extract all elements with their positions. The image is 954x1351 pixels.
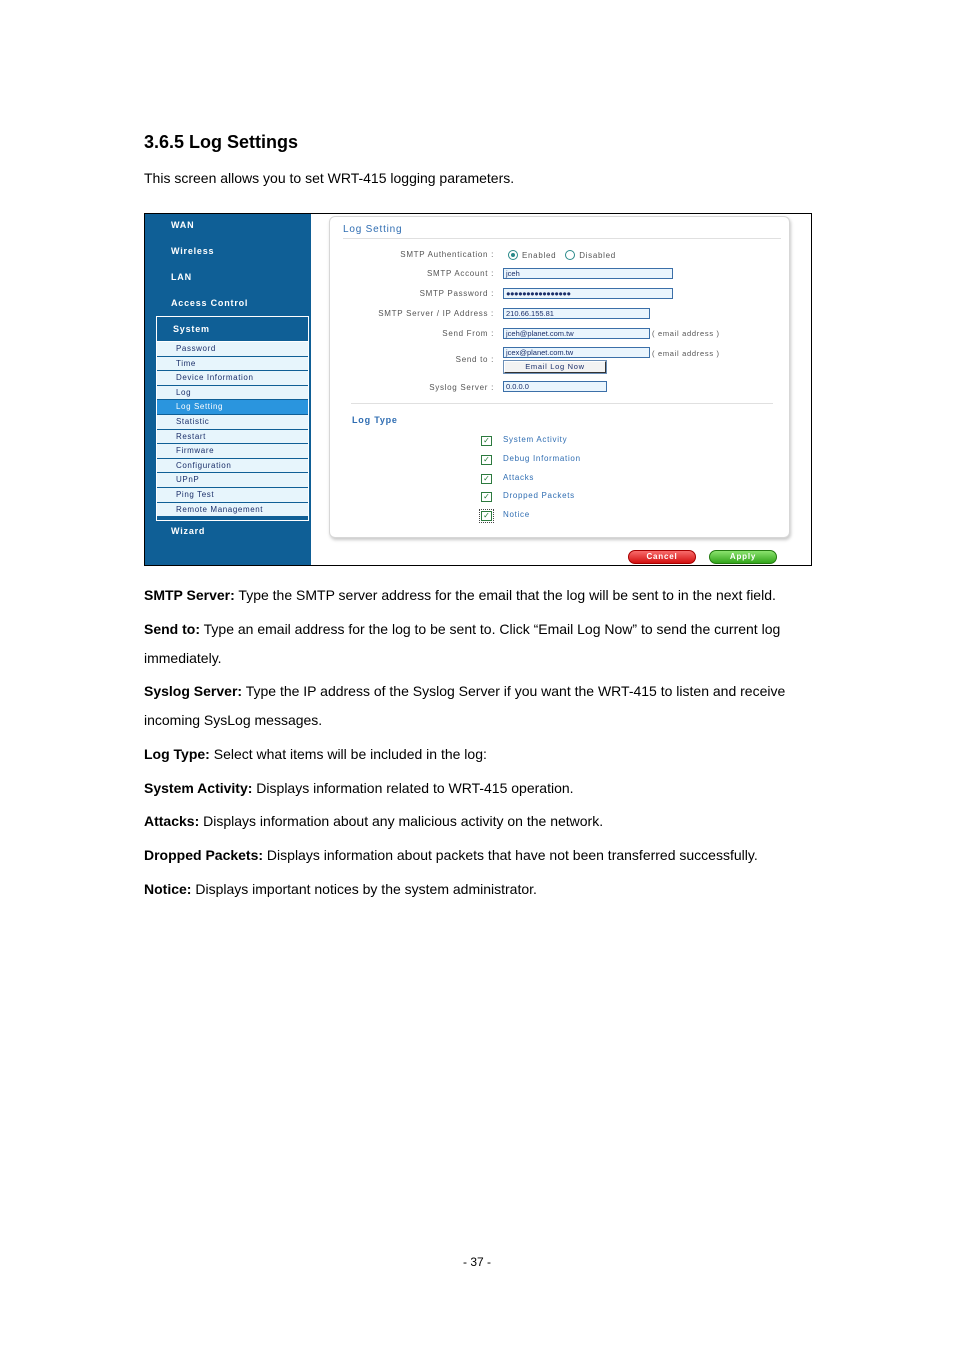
nav-log-setting[interactable]: Log Setting xyxy=(157,400,308,415)
paragraph-syslog-server xyxy=(144,677,814,735)
smtp-auth-label: SMTP Authentication : xyxy=(400,250,494,259)
description: Type the SMTP server address for the email that the log will be sent to in the next field. xyxy=(234,587,776,603)
smtp-server-input[interactable]: 210.66.155.81 xyxy=(503,308,650,319)
send-from-note: ( email address ) xyxy=(652,329,720,338)
send-to-note: ( email address ) xyxy=(652,349,720,358)
panel-title: Log Setting xyxy=(343,224,403,235)
notice-checkbox[interactable]: ✓ xyxy=(481,511,492,521)
term: SMTP Server: xyxy=(144,587,235,603)
description: Displays important notices by the system administrator. xyxy=(191,881,537,897)
section-title: 3.6.5 Log Settings xyxy=(144,132,299,152)
disabled-radio[interactable] xyxy=(565,250,575,260)
paragraph-smtp-server xyxy=(144,581,814,610)
nav-firmware[interactable]: Firmware xyxy=(157,444,308,459)
paragraph-dropped-packets xyxy=(144,841,814,870)
smtp-password-input[interactable]: ●●●●●●●●●●●●●●●● xyxy=(503,288,673,299)
nav-configuration[interactable]: Configuration xyxy=(157,459,308,474)
nav-log[interactable]: Log xyxy=(157,386,308,401)
smtp-account-input[interactable]: jceh xyxy=(503,268,673,279)
paragraph-attacks xyxy=(144,807,814,836)
nav-remote-management[interactable]: Remote Management xyxy=(157,503,308,518)
attacks-checkbox[interactable]: ✓ xyxy=(481,474,492,484)
system-menu xyxy=(156,316,309,521)
disabled-label: Disabled xyxy=(579,250,616,260)
nav-wireless[interactable]: Wireless xyxy=(171,246,215,256)
enabled-label: Enabled xyxy=(522,250,557,260)
nav-statistic[interactable]: Statistic xyxy=(157,415,308,430)
description: Displays information related to WRT-415 operation. xyxy=(252,780,574,796)
dropped-packets-label: Dropped Packets xyxy=(503,491,575,500)
term: System Activity: xyxy=(144,780,253,796)
system-submenu xyxy=(157,342,308,517)
paragraph-log-type xyxy=(144,740,814,769)
paragraph-notice xyxy=(144,875,814,904)
nav-restart[interactable]: Restart xyxy=(157,430,308,445)
term: Send to: xyxy=(144,621,200,637)
attacks-label: Attacks xyxy=(503,473,535,482)
send-to-input[interactable]: jcex@planet.com.tw xyxy=(503,347,650,358)
description: Type an email address for the log to be sent to. Click “Email Log Now” to send the current log immediately. xyxy=(144,621,781,666)
log-type-title: Log Type xyxy=(352,415,398,425)
term: Dropped Packets: xyxy=(144,847,264,863)
term: Log Type: xyxy=(144,746,210,762)
email-log-now-button[interactable]: Email Log Now xyxy=(504,361,606,373)
description: Displays information about any malicious activity on the network. xyxy=(199,813,604,829)
log-setting-panel xyxy=(329,216,790,538)
nav-upnp[interactable]: UPnP xyxy=(157,473,308,488)
sidebar xyxy=(145,214,311,565)
description: Displays information about packets that have not been transferred successfully. xyxy=(263,847,758,863)
nav-device-information[interactable]: Device Information xyxy=(157,371,308,386)
nav-wan[interactable]: WAN xyxy=(171,220,195,230)
divider xyxy=(343,238,781,239)
send-from-input[interactable]: jceh@planet.com.tw xyxy=(503,328,650,339)
smtp-auth-radio-group xyxy=(508,250,622,260)
syslog-server-label: Syslog Server : xyxy=(429,383,494,392)
paragraph-send-to xyxy=(144,615,814,673)
smtp-password-label: SMTP Password : xyxy=(419,289,494,298)
description: Type the IP address of the Syslog Server if you want the WRT-415 to listen and receive incoming SysLog messages. xyxy=(144,683,786,728)
intro-text: This screen allows you to set WRT-415 logging parameters. xyxy=(144,170,515,186)
system-activity-label: System Activity xyxy=(503,435,568,444)
debug-information-checkbox[interactable]: ✓ xyxy=(481,455,492,465)
enabled-radio[interactable] xyxy=(508,250,518,260)
dropped-packets-checkbox[interactable]: ✓ xyxy=(481,492,492,502)
send-to-label: Send to : xyxy=(455,355,494,364)
term: Notice: xyxy=(144,881,192,897)
nav-lan[interactable]: LAN xyxy=(171,272,192,282)
nav-wizard[interactable]: Wizard xyxy=(171,526,206,536)
apply-button[interactable]: Apply xyxy=(709,550,777,564)
send-from-label: Send From : xyxy=(442,329,494,338)
smtp-server-label: SMTP Server / IP Address : xyxy=(378,309,494,318)
term: Attacks: xyxy=(144,813,200,829)
nav-system[interactable]: System xyxy=(157,317,308,342)
term: Syslog Server: xyxy=(144,683,243,699)
cancel-button[interactable]: Cancel xyxy=(628,550,696,564)
nav-access-control[interactable]: Access Control xyxy=(171,298,249,308)
nav-password[interactable]: Password xyxy=(157,342,308,357)
nav-time[interactable]: Time xyxy=(157,357,308,372)
description: Select what items will be included in the log: xyxy=(209,746,487,762)
system-activity-checkbox[interactable]: ✓ xyxy=(481,436,492,446)
smtp-account-label: SMTP Account : xyxy=(426,269,494,278)
page-number: - 37 - xyxy=(462,1255,491,1269)
divider xyxy=(351,403,773,404)
router-screenshot xyxy=(144,213,812,566)
syslog-server-input[interactable]: 0.0.0.0 xyxy=(503,381,607,392)
notice-label: Notice xyxy=(503,510,530,519)
debug-information-label: Debug Information xyxy=(503,454,581,463)
paragraph-system-activity xyxy=(144,774,814,803)
nav-ping-test[interactable]: Ping Test xyxy=(157,488,308,503)
